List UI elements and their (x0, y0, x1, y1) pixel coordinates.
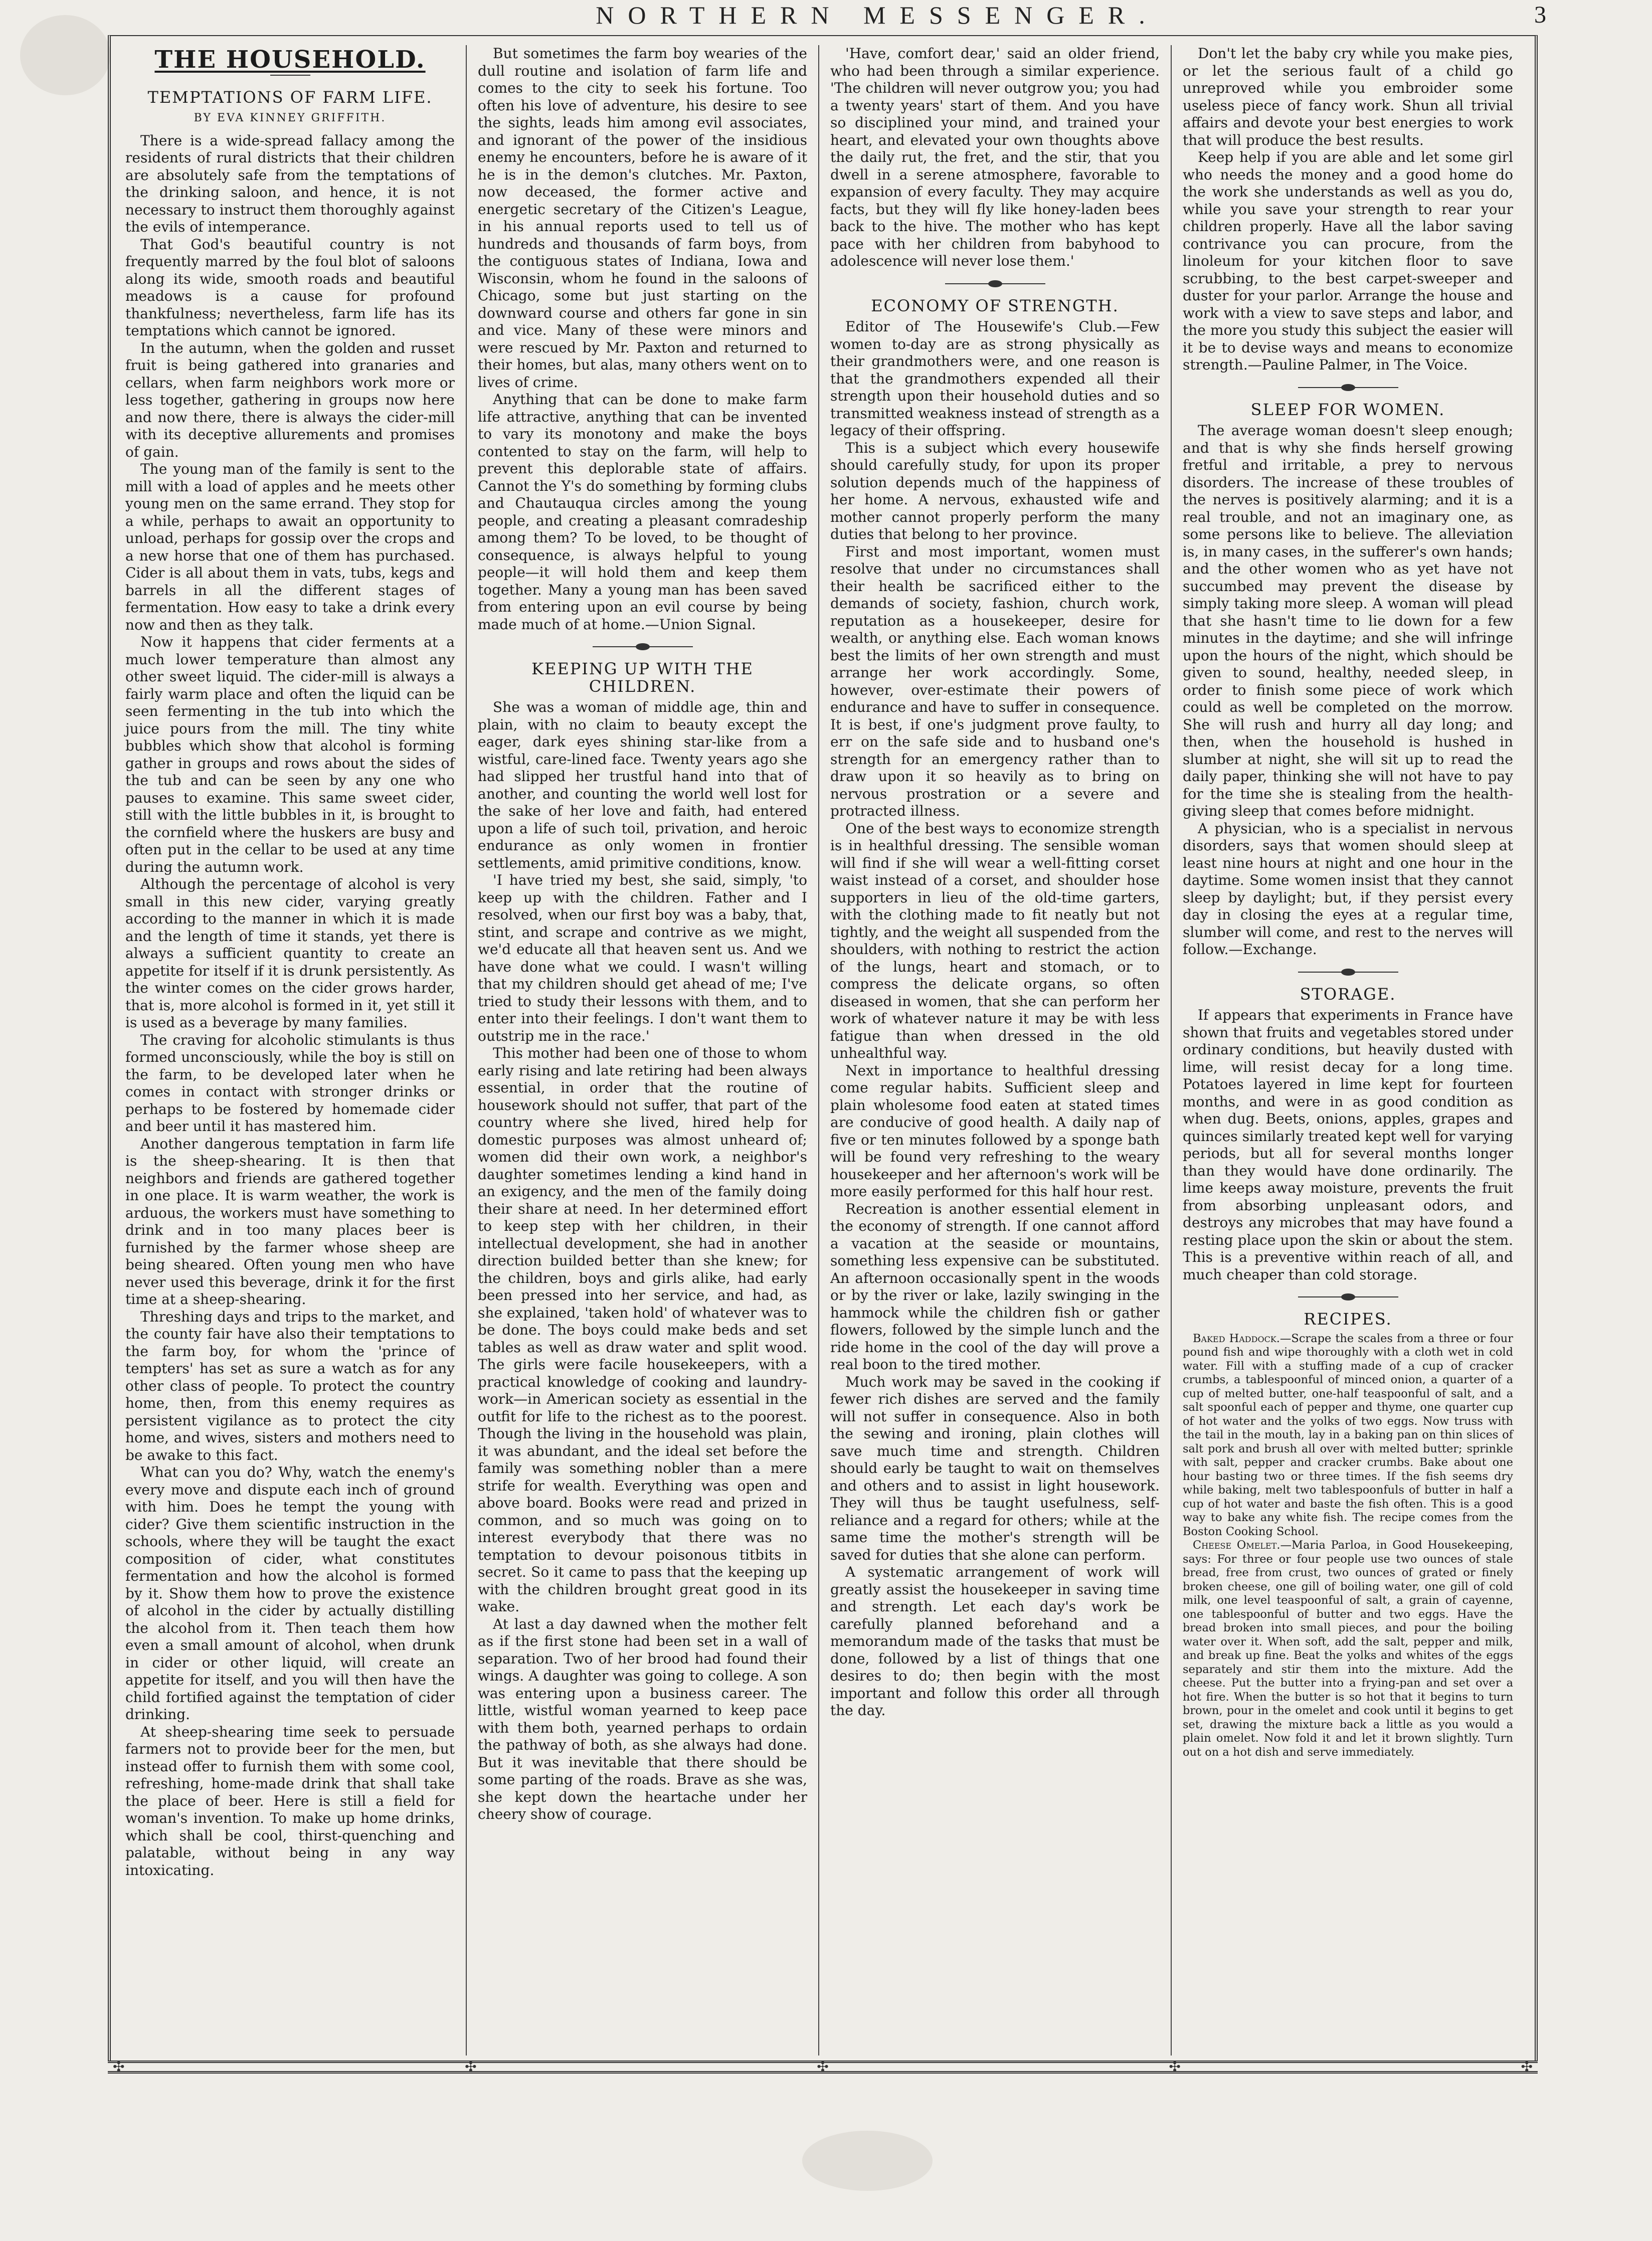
article-columns (114, 45, 1526, 2056)
recipe-text: —Maria Parloa, in Good Housekeeping, says: For three or four people use two ounces of stale bread, free from crust, two ounces of grated or finely broken cheese, one gill of boiling water, one gill of cold milk, one level teaspoonful of salt, a grain of cayenne, one tablespoonful of butter and two eggs. Have the bread broken into small pieces, and pour the boiling water over it. When soft, add the salt, pepper and milk, and break up fine. Beat the yolks and whites of the eggs separately and stir them into the mixture. Add the cheese. Put the butter into a frying-pan and set over a hot fire. When the butter is so hot that it begins to turn brown, pour in the omelet and cook until it begins to get set, drawing the mixture back a little as you would a plain omelet. Now fold it and let it brown slightly. Turn out on a hot dish and serve immediately. (1183, 1539, 1513, 1759)
section-separator (945, 283, 1045, 284)
article-paragraph: Keep help if you are able and let some girl who needs the money and a good home do the work she understands as well as you do, while you save your strength to rear your children properly. Have all the labor saving contrivance you can procure, from the linoleum for your kitchen floor to save scrubbing, to the best carpet-sweeper and duster for your parlor. Arrange the house and work with a view to save steps and labor, and the more you study this subject the easier will it be to devise ways and means to economize strength.—Pauline Palmer, in The Voice. (1183, 149, 1513, 373)
article-paragraph: That God's beautiful country is not frequently marred by the foul blot of saloons along its wide, smooth roads and beautiful meadows is a cause for profound thankfulness; nevertheless, farm life has its temptations which cannot be ignored. (125, 236, 455, 339)
article-title: RECIPES. (1304, 1310, 1392, 1329)
section-separator (593, 646, 693, 647)
recipe-paragraph (1183, 1539, 1513, 1759)
masthead-title: NORTHERN MESSENGER. (596, 1, 1159, 29)
article-paragraph: Next in importance to healthful dressing come regular habits. Sufficient sleep and plain wholesome food eaten at stated times are conducive of good health. A daily nap of five or ten minutes followed by a sponge bath will be found very refreshing to the weary housekeeper and her afternoon's work will be more easily performed for this half hour rest. (830, 1062, 1160, 1200)
article-paragraph: This mother had been one of those to whom early rising and late retiring had been always essential, in order that the routine of housework should not suffer, that part of the country where she lived, hired help for domestic purposes was almost unheard of; women did their own work, a neighbor's daughter sometimes lending a kind hand in an exigency, and the men of the family doing their share at need. In her determined effort to keep step with her children, in their intellectual development, she had in another direction builded better than she knew; for the children, boys and girls alike, had early been pressed into her service, and had, as she explained, 'taken hold' of whatever was to be done. The boys could make beds and set tables as well as draw water and split wood. The girls were facile housekeepers, with a practical knowledge of cooking and laundry-work—in American society as essential in the outfit for life to the richest as to the poorest. Though the living in the household was plain, it was abundant, and the ideal set before the family was something nobler than a mere strife for wealth. Everything was open and above board. Books were read and prized in common, and so much was going on to interest everybody that there was no temptation to devour poisonous titbits in secret. So it came to pass that the keeping up with the children brought great good in its wake. (478, 1045, 807, 1615)
article-paragraph: A systematic arrangement of work will greatly assist the housekeeper in saving time and strength. Let each day's work be carefully planned beforehand and a memorandum made of the tasks that must be done, followed by a list of things that one desires to do; then begin with the most important and follow this order all through the day. (830, 1564, 1160, 1719)
recipe-name: Cheese Omelet. (1193, 1539, 1280, 1552)
article-title: KEEPING UP WITH THE CHILDREN. (531, 659, 754, 696)
article-paragraph: But sometimes the farm boy wearies of the dull routine and isolation of farm life and comes to the city to seek his fortune. Too often his love of adventure, his desire to see the sights, leads him among evil associates, and ignorant of the power of the insidious enemy he encounters, before he is aware of it he is in the demon's clutches. Mr. Paxton, now deceased, the former active and energetic secretary of the Citizen's League, in his annual reports used to tell us of hundreds and thousands of farm boys, from the contiguous states of Indiana, Iowa and Wisconsin, whom he found in the saloons of Chicago, some but just starting on the downward course and others far gone in sin and vice. Many of these were minors and were rescued by Mr. Paxton and returned to their homes, but alas, many others went on to lives of crime. (478, 45, 807, 391)
article-paragraph: What can you do? Why, watch the enemy's every move and dispute each inch of ground with him. Does he tempt the young with cider? Give them scientific instruction in the schools, where they will be taught the exact composition of cider, what constitutes fermentation and how the alcohol is formed by it. Show them how to prove the existence of alcohol in the cider by actually distilling the alcohol from it. Then teach them how even a small amount of alcohol, when drunk in cider or other liquid, will create an appetite for itself, and you will then have the child fortified against the temptation of cider drinking. (125, 1464, 455, 1723)
article-paragraph: The young man of the family is sent to the mill with a load of apples and he meets other young men on the same errand. They stop for a while, perhaps to await an opportunity to unload, perhaps for gossip over the crops and a new horse that one of them has purchased. Cider is all about them in vats, tubs, kegs and barrels in all the different stages of fermentation. How easy to take a drink every now and then as they talk. (125, 461, 455, 633)
article-title: ECONOMY OF STRENGTH. (871, 296, 1119, 315)
article-paragraph: She was a woman of middle age, thin and plain, with no claim to beauty except the eager, dark eyes shining star-like from a wistful, care-lined face. Twenty years ago she had slipped her trustful hand into that of another, and counting the world well lost for the sake of her love and faith, had entered upon a life of such toil, privation, and heroic endurance as only women in frontier settlements, amid primitive conditions, know. (478, 699, 807, 871)
article-title: TEMPTATIONS OF FARM LIFE. (147, 87, 433, 107)
article-paragraph: Editor of The Housewife's Club.—Few women to-day are as strong physically as their grandmothers were, and one reason is that the grandmothers expended all their strength upon their household duties and so transmitted weakness instead of strength as a legacy of their offspring. (830, 318, 1160, 439)
recipe-name: Baked Haddock. (1193, 1332, 1280, 1345)
article-paragraph: If appears that experiments in France have shown that fruits and vegetables stored under ordinary conditions, but heavily dusted with lime, will resist decay for a long time. Potatoes layered in lime kept for fourteen months, and were in as good condition as when dug. Beets, onions, apples, grapes and quinces similarly treated kept well for varying periods, but all for several months longer than they would have done ordinarily. The lime keeps away moisture, prevents the fruit from absorbing unpleasant odors, and destroys any microbes that may have found a resting place upon the skin or about the stem. This is a preventive within reach of all, and much cheaper than cold storage. (1183, 1007, 1513, 1283)
section-separator (1298, 387, 1398, 388)
column-2 (467, 45, 819, 2056)
article-paragraph: The average woman doesn't sleep enough; and that is why she finds herself growing fretful and irritable, a prey to nervous disorders. The increase of these troubles of the nerves is positively alarming; and it is a real trouble, and not an imaginary one, as some persons like to believe. The alleviation is, in many cases, in the sufferer's own hands; and the other women who as yet have not succumbed may prevent the disease by simply taking more sleep. A woman will plead that she hasn't time to lie down for a few minutes in the daytime; and she will infringe upon the hours of the night, which should be given to sound, healthy, needed sleep, in order to finish some piece of work which could as well be completed on the morrow. She will rush and hurry all day long; and then, when the household is hushed in slumber at night, she will sit up to read the daily paper, thinking she will not have to pay for the time she is stealing from the health-giving sleep that comes before midnight. (1183, 422, 1513, 819)
article-paragraph: A physician, who is a specialist in nervous disorders, says that women should sleep at least nine hours at night and one hour in the daytime. Some women insist that they cannot sleep by daylight; but, if they persist every day in closing the eyes at a regular time, slumber will come, and rest to the nerves will follow.—Exchange. (1183, 820, 1513, 958)
article-paragraph: First and most important, women must resolve that under no circumstances shall their health be sacrificed either to the demands of society, fashion, church work, reputation as a housekeeper, desire for wealth, or anything else. Each woman knows best the limits of her own strength and must arrange her work accordingly. Some, however, over-estimate their powers of endurance and have to suffer in consequence. It is best, if one's judgment prove faulty, to err on the safe side and to husband one's strength for an emergency rather than to draw upon it so heavily as to bring on nervous prostration or a severe and protracted illness. (830, 543, 1160, 819)
article-paragraph: Another dangerous temptation in farm life is the sheep-shearing. It is then that neighbors and friends are gathered together in one place. It is warm weather, the work is arduous, the workers must have something to drink and in too many places beer is furnished by the farmer whose sheep are being sheared. Often young men who have never used this beverage, drink it for the first time at a sheep-shearing. (125, 1135, 455, 1308)
article-paragraph: 'Have, comfort dear,' said an older friend, who had been through a similar experience. 'The children will never outgrow you; you had a twenty years' start of them. And you have so disciplined your mind, and trained your heart, and elevated your own thoughts above the daily rut, the fret, and the stir, that you dwell in a serene atmosphere, favorable to expansion of every faculty. They may acquire facts, but they will fly like honey-laden bees back to the hive. The mother who has kept pace with her children from babyhood to adolescence will never lose them.' (830, 45, 1160, 269)
column-4 (1172, 45, 1524, 2056)
title-rule (270, 75, 310, 76)
article-paragraph: One of the best ways to economize strength is in healthful dressing. The sensible woman will find if she will wear a well-fitting corset waist instead of a corset, and shoulder hose supporters in lieu of the old-time garters, with the clothing made to fit neatly but not tightly, and the weight all suspended from the shoulders, with nothing to restrict the action of the lungs, heart and stomach, or to compress the delicate organs, so often diseased in women, that she can perform her work of whatever nature it may be with less fatigue than when dressed in the old unhealthful way. (830, 820, 1160, 1061)
section-separator (1298, 972, 1398, 973)
article-paragraph: Although the percentage of alcohol is very small in this new cider, varying greatly according to the manner in which it is made and the length of time it stands, yet there is always a sufficient quantity to create an appetite for itself if it is drunk persistently. As the winter comes on the cider grows harder, that is, more alcohol is formed in it, yet still it is used as a beverage by many families. (125, 876, 455, 1031)
bottom-ornament: ✣ ✣ ✣ ✣ ✣ (113, 2059, 1533, 2075)
recipe-text: —Scrape the scales from a three or four pound fish and wipe thoroughly with a cloth wet in cold water. Fill with a stuffing made of a cup of cracker crumbs, a tablespoonful of minced onion, a quarter of a cup of melted butter, one-half teaspoonful of salt, and a salt spoonful each of pepper and thyme, one quarter cup of hot water and the yolks of two eggs. Now truss with the tail in the mouth, lay in a baking pan on thin slices of salt pork and brush all over with melted butter; sprinkle with salt, pepper and cracker crumbs. Bake about one hour basting two or three times. If the fish seems dry while baking, melt two tablespoonfuls of butter in half a cup of hot water and baste the fish often. This is a good way to bake any white fish. The recipe comes from the Boston Cooking School. (1183, 1332, 1513, 1538)
article-paragraph: At sheep-shearing time seek to persuade farmers not to provide beer for the men, but instead offer to furnish them with some cool, refreshing, home-made drink that shall take the place of beer. Here is still a field for woman's invention. To make up home drinks, which shall be cool, thirst-quenching and palatable, without being in any way intoxicating. (125, 1723, 455, 1879)
article-title: SLEEP FOR WOMEN. (1250, 400, 1445, 419)
recipes-block (1183, 1332, 1513, 1760)
section-title: THE HOUSEHOLD. (154, 46, 426, 74)
article-paragraph: Anything that can be done to make farm life attractive, anything that can be invented to vary its monotony and make the boys contented to stay on the farm, will help to prevent this deplorable state of affairs. Cannot the Y's do something by forming clubs and Chautauqua circles among the young people, and creating a pleasant comradeship among them? To be loved, to be thought of consequence, is always helpful to young people—it will hold them and keep them together. Many a young man has been saved from entering upon an evil course by being made much of at home.—Union Signal. (478, 391, 807, 633)
article-paragraph: This is a subject which every housewife should carefully study, for upon its proper solution depends much of the happiness of her home. A nervous, exhausted wife and mother cannot properly perform the many duties that belong to her province. (830, 439, 1160, 542)
article-paragraph: Threshing days and trips to the market, and the county fair have also their temptations to the farm boy, for whom the 'prince of tempters' has set as sure a watch as for any other class of people. To protect the country home, then, from this enemy requires as persistent vigilance as to protect the city home, and wives, sisters and mothers need to be awake to this fact. (125, 1308, 455, 1463)
section-separator (1298, 1296, 1398, 1297)
column-1 (114, 45, 467, 2056)
recipe-paragraph (1183, 1332, 1513, 1539)
article-paragraph: 'I have tried my best, she said, simply, 'to keep up with the children. Father and I resolved, when our first boy was a baby, that, stint, and scrape and contrive as we might, we'd educate all that heaven sent us. And we have done what we could. I wasn't willing that my children should get ahead of me; I've tried to study their lessons with them, and to enter into their feelings. I don't want them to outstrip me in the race.' (478, 872, 807, 1044)
article-byline: BY EVA KINNEY GRIFFITH. (194, 112, 387, 124)
article-paragraph: Recreation is another essential element in the economy of strength. If one cannot afford a vacation at the seaside or mountains, something less expensive can be substituted. An afternoon occasionally spent in the woods or by the river or lake, lazily swinging in the hammock while the children fish or gather flowers, followed by the simple lunch and the ride home in the cool of the day will prove a real boon to the tired mother. (830, 1200, 1160, 1373)
article-paragraph: In the autumn, when the golden and russet fruit is being gathered into granaries and cellars, when farm neighbors work more or less together, gathering in groups now here and now there, there is always the cider-mill with its deceptive allurements and promises of gain. (125, 339, 455, 460)
column-3 (819, 45, 1172, 2056)
article-paragraph: Now it happens that cider ferments at a much lower temperature than almost any other sweet liquid. The cider-mill is always a fairly warm place and often the liquid can be seen fermenting in the tub into which the juice pours from the mill. The tiny white bubbles which show that alcohol is forming gather in groups and rows about the sides of the tub and can be seen by any one who pauses to examine. This same sweet cider, still with the little bubbles in it, is brought to the cornfield where the huskers are busy and often put in the cellar to be used at any time during the autumn work. (125, 634, 455, 875)
article-title: STORAGE. (1300, 984, 1396, 1004)
article-paragraph: The craving for alcoholic stimulants is thus formed unconsciously, while the boy is still on the farm, to be developed later when he comes in contact with stronger drinks or perhaps to be fostered by homemade cider and beer until it has mastered him. (125, 1031, 455, 1135)
article-paragraph: Much work may be saved in the cooking if fewer rich dishes are served and the family will not suffer in consequence. Also in both the sewing and ironing, plain clothes will save much time and strength. Children should early be taught to wait on themselves and others and to assist in light housework. They will thus be taught usefulness, self-reliance and a regard for others; while at the same time the mother's strength will be saved for duties that she alone can perform. (830, 1373, 1160, 1563)
article-paragraph: At last a day dawned when the mother felt as if the first stone had been set in a wall of separation. Two of her brood had found their wings. A daughter was going to college. A son was entering upon a business career. The little, wistful woman yearned to keep pace with them both, yearned perhaps to ordain the pathway of both, as she always had done. But it was inevitable that there should be some parting of the roads. Brave as she was, she kept down the heartache under her cheery show of courage. (478, 1615, 807, 1822)
article-paragraph: Don't let the baby cry while you make pies, or let the serious fault of a child go unreproved while you embroider some useless piece of fancy work. Shun all trivial affairs and devote your best energies to work that will produce the best results. (1183, 45, 1513, 148)
article-paragraph: There is a wide-spread fallacy among the residents of rural districts that their children are absolutely safe from the temptations of the drinking saloon, and hence, it is not necessary to instruct them thoroughly against the evils of intemperance. (125, 132, 455, 235)
page-number: 3 (1534, 2, 1546, 28)
